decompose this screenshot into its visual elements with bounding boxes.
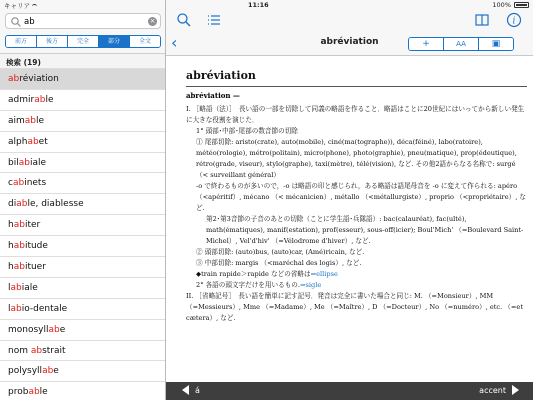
result-list-item[interactable]	[0, 341, 166, 362]
search-mode-segment[interactable]: 完全	[68, 36, 99, 47]
entry-navbar	[166, 30, 533, 56]
clock: 11:16	[248, 1, 269, 9]
result-text: di	[8, 199, 17, 210]
result-text: h	[8, 220, 14, 231]
font-size-glyph: AA	[456, 40, 466, 48]
result-text: e	[59, 324, 66, 335]
result-list-item[interactable]	[0, 299, 166, 320]
result-text: iale	[21, 282, 38, 293]
search-pane	[0, 0, 166, 400]
triangle-right-icon	[512, 385, 519, 395]
result-text: io-dentale	[21, 303, 68, 314]
sense-1: I. ［略語（法）］ 長い語の一部を切除して同義の略語を作ること．略語はことに20世紀にはいってから新しい発生に大きな役割を演じた．	[186, 105, 525, 124]
svg-text:i: i	[512, 16, 516, 27]
status-bar-right	[166, 0, 533, 10]
triangle-left-icon	[182, 385, 189, 395]
result-list-item[interactable]	[0, 132, 166, 153]
result-text: prob	[8, 387, 29, 398]
entry-headword-line: abréviation —	[186, 91, 240, 100]
entry-tools-segmented-control	[408, 37, 514, 51]
entry-pane	[166, 0, 533, 400]
match-highlight: ab	[42, 366, 54, 377]
result-text: inets	[24, 178, 47, 189]
suffix-cut-paragraph: ① 尾部切除: aristo(crate), auto(mobile), ciné(ma(tographe)), déca(féiné), labo(ratoire), météo(rologie), métro(politain), micro(phone), photo(graphie), pneu(matique), prop(édeutique), rétro(grade, viseur), stylo(graphe), taxi(mètre), télé(vision), など. その他2語からなる名称で: surgé （< surveillant général）	[196, 138, 517, 179]
results-list	[0, 69, 166, 400]
result-text: réviation	[19, 74, 59, 84]
entry-content	[166, 56, 533, 382]
match-highlight: ab	[18, 157, 30, 168]
result-text: polysyll	[8, 366, 43, 377]
result-text: bil	[8, 157, 19, 168]
match-highlight: ab	[28, 387, 40, 398]
result-list-item[interactable]	[0, 236, 166, 257]
result-text: c	[8, 178, 13, 189]
result-text: itude	[24, 241, 48, 252]
result-text: monosyll	[8, 324, 49, 335]
sense-2: II. ［省略記号］ 長い語を簡単に記す記号．発音は完全に書いた場合と同じ: M. （=Monsieur）, MM （=Messieurs）, Mme （=Madame）, Me （=Maître）, D （=Docteur）, No （=numéro）, etc. （=et cætera）, など.	[186, 292, 523, 322]
result-text: iter	[24, 220, 41, 231]
result-text: admir	[8, 94, 35, 105]
result-text: et	[38, 136, 48, 147]
wifi-icon	[32, 4, 37, 8]
search-mode-segment[interactable]: 後方	[37, 36, 68, 47]
match-highlight: ab	[10, 303, 22, 314]
bottom-navigation-bar	[166, 382, 533, 400]
top-toolbar	[166, 10, 533, 30]
next-entry-label: accent	[479, 385, 506, 395]
result-text: e	[53, 366, 59, 377]
search-icon[interactable]	[176, 12, 192, 28]
battery-icon	[514, 2, 529, 8]
match-highlight: ab	[27, 136, 39, 147]
subsense-2-text: 2° 各語の頭文字だけを用いるもの.	[196, 281, 300, 289]
ellipse-note-text: ◆train rapide＞rapide などの省略は	[196, 270, 311, 278]
o-ending-paragraph: -o で終わるものが多いので，-o は略語の印と感じられ，ある略語は語尾母音を -o に変えて作られる: apéro （<apéritif）, mécano （< mécanicien）, métallo （<métallurgiste）, proprio （<propriétaire）, など.	[196, 182, 526, 212]
battery-percent: 100%	[492, 1, 511, 9]
result-list-item[interactable]	[0, 111, 166, 132]
result-list-item[interactable]	[0, 278, 166, 299]
subsense-1: 1° 頭部･中部･尾部の数音節の切除	[196, 127, 298, 135]
clear-search-icon[interactable]: ×	[149, 17, 156, 25]
match-highlight: ab	[10, 282, 22, 293]
result-text: l	[8, 303, 11, 314]
result-text: l	[8, 282, 11, 293]
result-list-item[interactable]	[0, 382, 166, 400]
match-highlight: ab	[13, 220, 25, 231]
search-box[interactable]	[5, 13, 161, 29]
subsense-2	[186, 280, 527, 291]
match-highlight: ab	[48, 324, 60, 335]
result-list-item[interactable]	[0, 320, 166, 341]
result-list-item[interactable]	[0, 361, 166, 382]
entry-divider	[186, 86, 527, 87]
result-text: le	[39, 387, 48, 398]
result-list-item[interactable]	[0, 90, 166, 111]
back-button[interactable]: ‹	[171, 33, 178, 52]
book-icon[interactable]	[474, 12, 490, 28]
match-highlight: ab	[13, 241, 25, 252]
next-entry-button[interactable]	[479, 385, 519, 395]
search-input[interactable]	[24, 15, 144, 28]
result-text: ituer	[24, 262, 46, 273]
syllable-cut-paragraph: 第2･第3音節の子音のあとの切除（ことに学生語･兵隊語）: bac(calauréat), fac(ulté), math(ématiques), manif(estation), prof(esseur), sous-off(icier); Boul'Mich' （=Boulevard Saint-Michel）, Vel'd'hiv' （=Vélodrome d'hiver）, など.	[206, 215, 524, 245]
search-mode-segment[interactable]: 部分	[99, 36, 130, 47]
sigle-link[interactable]: ⇒sigle	[300, 281, 322, 289]
result-list-item[interactable]	[0, 173, 166, 194]
ellipse-link[interactable]: ⇒ellipse	[310, 270, 338, 278]
match-highlight: ab	[16, 199, 28, 210]
result-text: aim	[8, 115, 25, 126]
result-text: le	[45, 94, 54, 105]
result-list-item[interactable]	[0, 153, 166, 174]
nav-title: abréviation	[320, 37, 379, 47]
match-highlight: ab	[13, 262, 25, 273]
match-highlight: ab	[30, 345, 43, 356]
result-list-item[interactable]	[0, 194, 166, 215]
match-highlight: ab	[34, 94, 46, 105]
result-text: h	[8, 262, 14, 273]
image-button[interactable]: ▣	[479, 38, 513, 50]
entry-title: abréviation	[186, 69, 256, 82]
status-bar-left	[0, 0, 165, 10]
list-icon[interactable]	[206, 12, 222, 28]
results-header: 検索 (19)	[0, 54, 166, 69]
previous-entry-button[interactable]	[182, 385, 200, 395]
font-size-button[interactable]	[444, 38, 479, 50]
result-text: strait	[42, 345, 66, 356]
search-mode-segmented-control	[5, 35, 161, 48]
search-mode-segment[interactable]: 全文	[130, 36, 160, 47]
match-highlight: ab	[8, 74, 20, 84]
carrier-label: キャリア	[4, 2, 30, 10]
info-icon[interactable]	[506, 12, 522, 28]
add-bookmark-button[interactable]: +	[409, 38, 444, 50]
result-text: iale	[29, 157, 47, 168]
previous-entry-label: á	[195, 385, 200, 395]
match-highlight: ab	[24, 115, 37, 126]
result-text: le	[36, 115, 45, 126]
result-text: nom	[8, 345, 31, 356]
result-list-item[interactable]	[0, 215, 166, 236]
search-mode-segment[interactable]: 前方	[6, 36, 37, 47]
search-area	[0, 10, 166, 54]
middle-cut-paragraph: ③ 中部切除: margis （<maréchal des logis）, など.	[196, 259, 362, 267]
ellipse-note	[186, 269, 527, 280]
prefix-cut-paragraph: ② 頭部切除: (auto)bus, (auto)car, (Amé)ricain, など.	[196, 248, 365, 256]
match-highlight: ab	[12, 178, 25, 189]
result-list-item[interactable]	[0, 257, 166, 278]
result-list-item[interactable]	[0, 69, 166, 90]
result-text: h	[8, 241, 14, 252]
result-text: le, diablesse	[27, 199, 84, 210]
result-text: alph	[8, 136, 28, 147]
search-icon	[10, 16, 22, 28]
